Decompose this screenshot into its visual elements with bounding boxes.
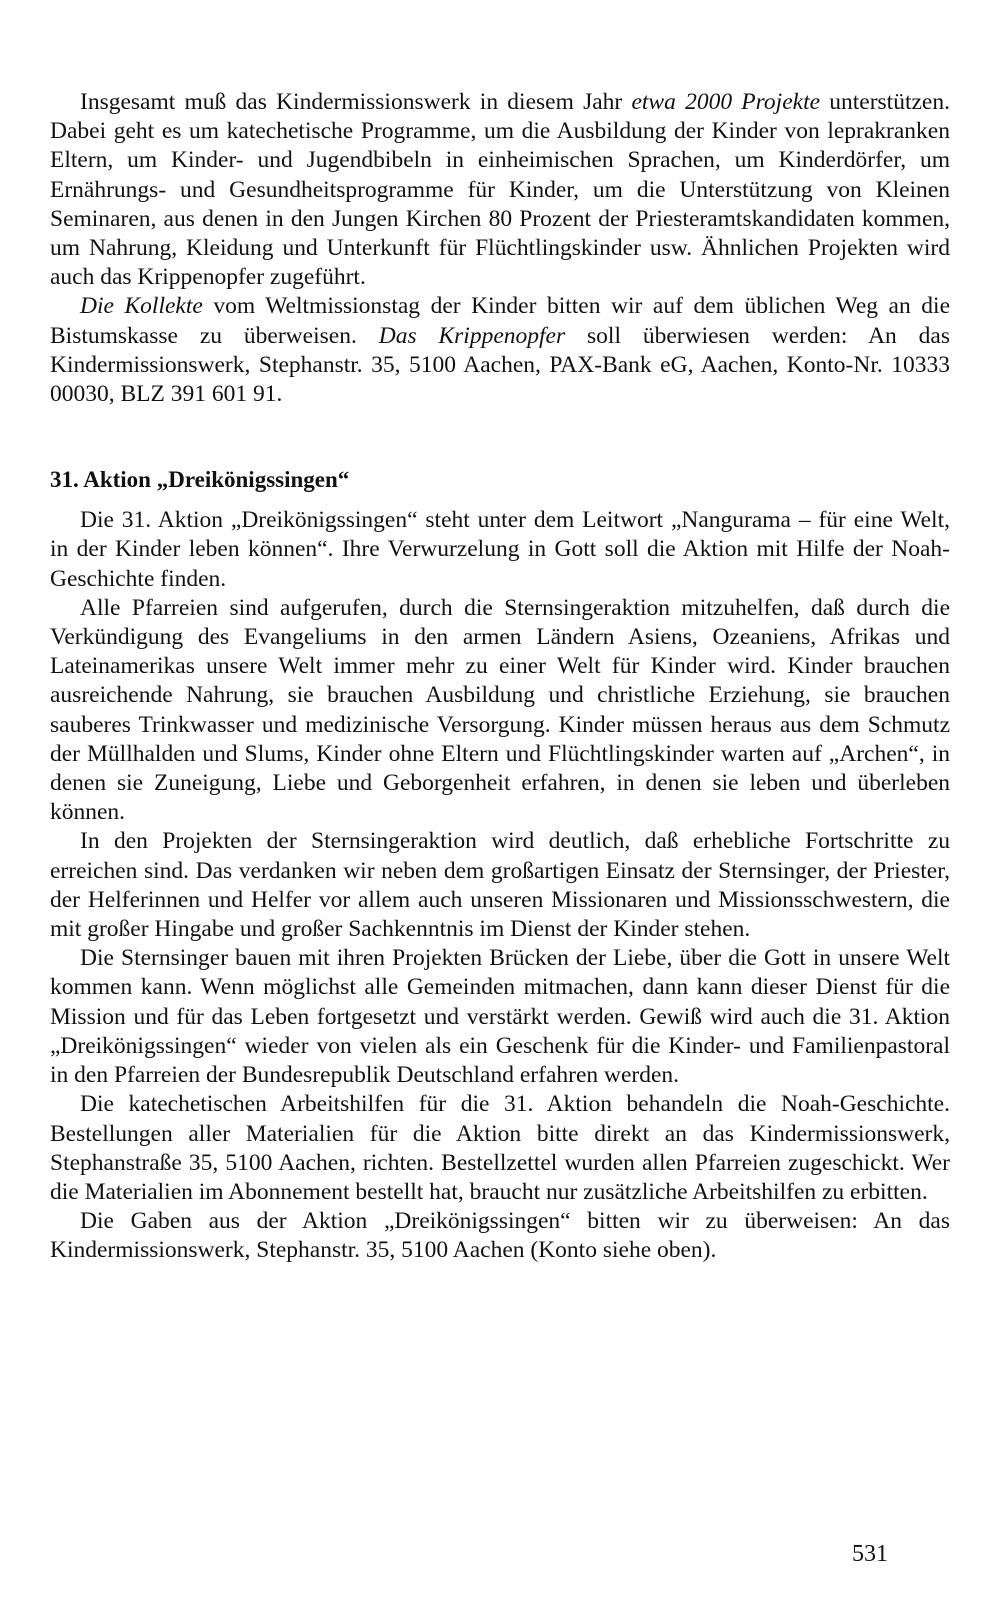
emphasis-text: etwa 2000 Projekte <box>631 89 821 115</box>
emphasis-text: Das Krippenopfer <box>378 322 566 349</box>
paragraph: Die Gaben aus der Aktion „Dreikönigssingen“ bitten wir zu überweisen: An das Kindermissionswerk, Stephanstr. 35, 5100 Aachen (Konto siehe oben). <box>50 1208 950 1264</box>
text-span: Insgesamt muß das Kindermissionswerk in diesem Jahr <box>80 89 632 115</box>
text-span: vom Weltmissionstag der Kinder bitten wir auf dem üblichen Weg an die Bistumskasse zu überweisen. <box>50 293 951 349</box>
paragraph: Die 31. Aktion „Dreikönigssingen“ steht unter dem Leitwort „Nangurama – für eine Welt, in der Kinder leben können“. Ihre Verwurzelung in Gott soll die Aktion mit Hilfe der Noah-Geschichte finden. <box>50 507 950 592</box>
text-span: unterstützen. Dabei geht es um katechetische Programme, um die Ausbildung der Kinder von leprakranken Eltern, um Kinder- und Jugendbibeln in einheimischen Sprachen, um Kinderdörfer, um Ernährungs- und Gesundheitsprogramme für Kinder, um die Unterstützung von Kleinen Seminaren, aus denen in den Jungen Kirchen 80 Prozent der Priesteramtskandidaten kommen, um Nahrung, Kleidung und Unterkunft für Flüchtlingskinder usw. Ähnlichen Projekten wird auch das Krippenopfer zugeführt. <box>50 89 950 291</box>
paragraph: Alle Pfarreien sind aufgerufen, durch die Sternsingeraktion mitzuhelfen, daß durch die Verkündigung des Evangeliums in den armen Ländern Asiens, Ozeaniens, Afrikas und Lateinamerikas unsere Welt immer mehr zu einer Welt für Kinder wird. Kinder brauchen ausreichende Nahrung, sie brauchen Ausbildung und christliche Erziehung, sie brauchen sauberes Trinkwasser und medizinische Versorgung. Kinder müssen heraus aus dem Schmutz der Müllhalden und Slums, Kinder ohne Eltern und Flüchtlingskinder warten auf „Archen“, in denen sie Zuneigung, Liebe und Geborgenheit erfahren, in denen sie leben und überleben können. <box>50 594 950 826</box>
section-heading: 31. Aktion „Dreikönigssingen“ <box>50 467 350 493</box>
text-span: soll überwiesen werden: An das Kindermissionswerk, Stephanstr. 35, 5100 Aachen, PAX-Bank eG, Aachen, Konto-Nr. 10333 00030, BLZ 391 601 91. <box>50 322 951 408</box>
paragraph: Die Sternsinger bauen mit ihren Projekten Brücken der Liebe, über die Gott in unsere Welt kommen kann. Wenn möglichst alle Gemeinden mitmachen, dann kann dieser Dienst für die Mission und für das Leben fortgesetzt und verstärkt werden. Gewiß wird auch die 31. Aktion „Dreikönigssingen“ wieder von vielen als ein Geschenk für die Kinder- und Familienpastoral in den Pfarreien der Bundesrepublik Deutschland erfahren werden. <box>50 945 950 1089</box>
page-content <box>50 88 950 1266</box>
paragraph: In den Projekten der Sternsingeraktion wird deutlich, daß erhebliche Fortschritte zu erreichen sind. Das verdanken wir neben dem großartigen Einsatz der Sternsinger, der Priester, der Helferinnen und Helfer vor allem auch unseren Missionaren und Missionsschwestern, die mit großer Hingabe und großer Sachkenntnis im Dienst der Kinder stehen. <box>50 828 950 943</box>
paragraph: Die katechetischen Arbeitshilfen für die 31. Aktion behandeln die Noah-Geschichte. Bestellungen aller Materialien für die Aktion bitte direkt an das Kindermissionswerk, Stephanstraße 35, 5100 Aachen, richten. Bestellzettel wurden allen Pfarreien zugeschickt. Wer die Materialien im Abonnement bestellt hat, braucht nur zusätzliche Arbeitshilfen zu erbitten. <box>50 1091 950 1205</box>
paragraph-projects <box>50 88 950 292</box>
page-number: 531 <box>852 1541 888 1567</box>
paragraph-collection <box>50 292 950 409</box>
emphasis-text: Die Kollekte <box>80 293 203 320</box>
